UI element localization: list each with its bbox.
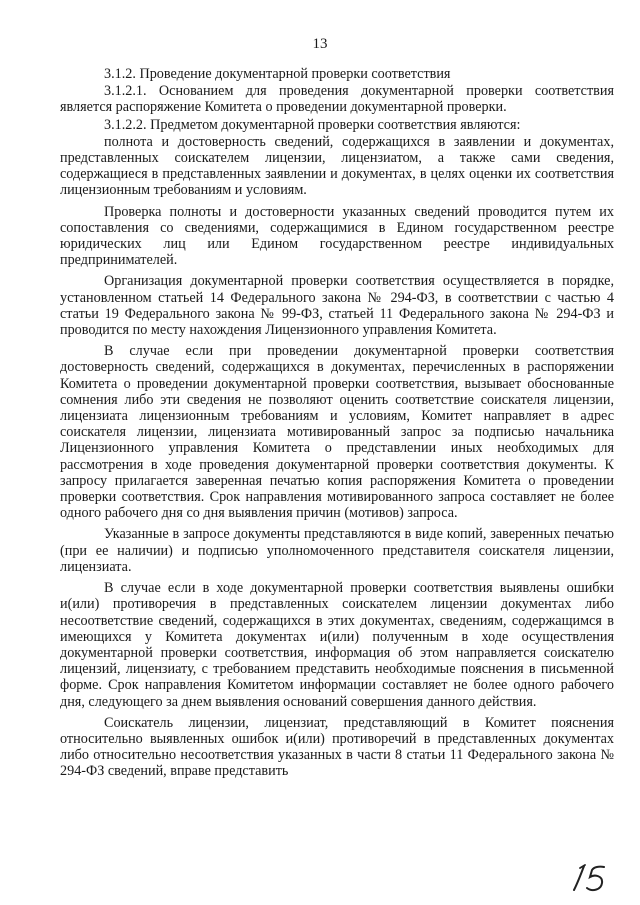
paragraph-request: В случае если при проведении документарной проверки соответствия достоверность сведений, содержащихся в документах, перечисленных в распоряжении Комитета о проведении документарной проверки соответствия, вызывает обоснованные сомнения либо эти сведения не позволяют оценить соответствие соискателя лицензии, лицензиата лицензионным требованиям и условиям, Комитет направляет в адрес соискателя лицензии, лицензиата мотивированный запрос за подписью начальника Лицензионного управления Комитета о представлении иных необходимых для рассмотрения в ходе проведения документарной проверки соответствия документы. К запросу прилагается заверенная печатью копия распоряжения Комитета о проведении проверки соответствия. Срок направления мотивированного запроса составляет не более одного рабочего дня со дня выявления причин (мотивов) запроса. [60, 343, 614, 522]
paragraph-verification: Проверка полноты и достоверности указанных сведений проводится путем их сопоставления со сведениями, содержащимися в Едином государственном реестре юридических лиц или Едином государственном реестре индивидуальных предпринимателей. [60, 203, 614, 269]
paragraph-organization: Организация документарной проверки соответствия осуществляется в порядке, установленном статьей 14 Федерального закона № 294-ФЗ, в соответствии с частью 4 статьи 19 Федерального закона № 99-ФЗ, статьей 11 Федерального закона № 294-ФЗ и проводится по месту нахождения Лицензионного управления Комитета. [60, 273, 614, 339]
paragraph-subject: 3.1.2.2. Предметом документарной проверки соответствия являются: [104, 116, 521, 133]
paragraph-basis: 3.1.2.1. Основанием для проведения документарной проверки соответствия является распоряжение Комитета о проведении документарной проверки. [60, 83, 614, 116]
page-number: 13 [312, 36, 328, 52]
paragraph-explanations: Соискатель лицензии, лицензиат, представляющий в Комитет пояснения относительно выявленных ошибок и(или) противоречий в представленных документах либо относительно несоответствия указанных в части 8 статьи 11 Федерального закона № 294-ФЗ сведений, вправе представить [60, 714, 614, 780]
paragraph-completeness: полнота и достоверность сведений, содержащихся в заявлении и документах, представленных соискателем лицензии, лицензиатом, а также сами сведения, содержащиеся в представленных заявлении и документах, в целях оценки их соответствия лицензионным требованиям и условиям. [60, 133, 614, 199]
handwritten-page-mark [568, 862, 612, 894]
section-heading: 3.1.2. Проведение документарной проверки соответствия [104, 66, 451, 82]
document-body [60, 66, 614, 780]
paragraph-copies: Указанные в запросе документы представляются в виде копий, заверенных печатью (при ее наличии) и подписью уполномоченного представителя соискателя лицензии, лицензиата. [60, 526, 614, 575]
paragraph-errors: В случае если в ходе документарной проверки соответствия выявлены ошибки и(или) противоречия в представленных соискателем лицензии документах либо несоответствие сведений, содержащихся в этих документах, сведениям, содержащимся в имеющихся у Комитета документах и(или) полученным в ходе осуществления документарной проверки соответствия, информация об этом направляется соискателю лицензий, лицензиату, с требованием представить необходимые пояснения в письменной форме. Срок направления Комитетом информации составляет не более одного рабочего дня, следующего за днем выявления оснований совершения данного действия. [60, 580, 614, 710]
